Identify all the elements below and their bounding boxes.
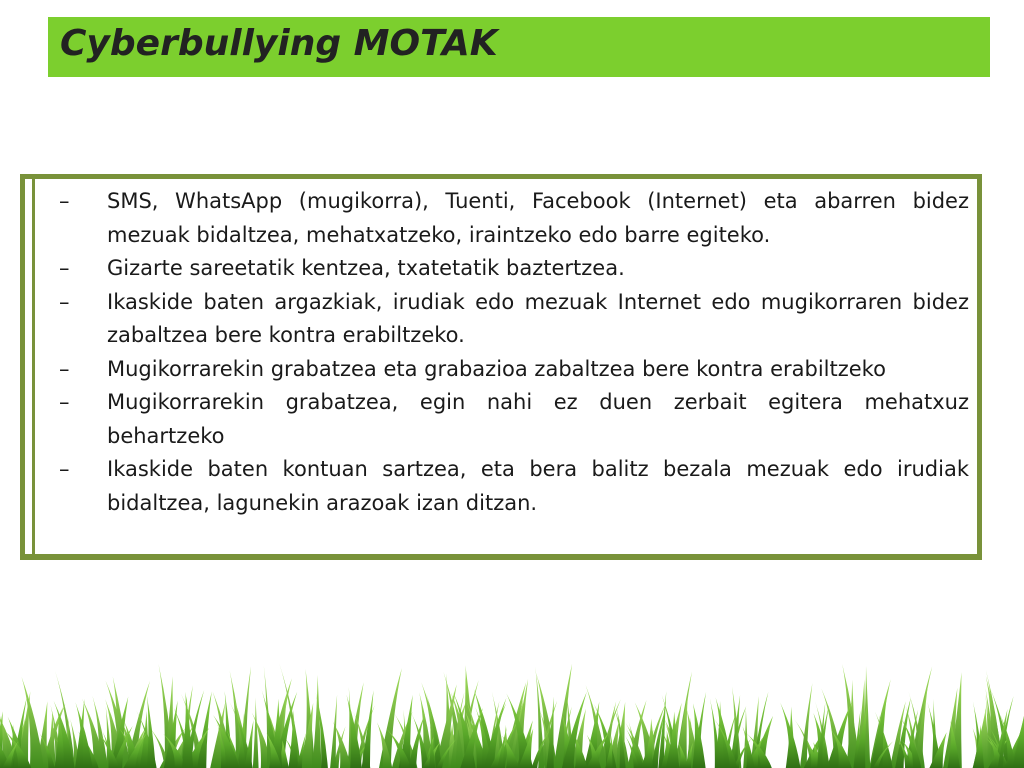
bullet-dash: – (59, 189, 70, 213)
list-item (59, 353, 969, 387)
title-bar (48, 17, 990, 77)
list-item (59, 185, 969, 252)
content-box (20, 174, 982, 560)
list-item (59, 286, 969, 353)
bullet-dash: – (59, 256, 70, 280)
list-item (59, 453, 969, 520)
bullet-dash: – (59, 390, 70, 414)
bullet-list (59, 185, 969, 520)
bullet-text: Mugikorrarekin grabatzea eta grabazioa zabaltzea bere kontra erabiltzeko (107, 356, 886, 381)
bullet-dash: – (59, 457, 70, 481)
bullet-text: Ikaskide baten argazkiak, irudiak edo mezuak Internet edo mugikorraren bidez zabaltzea bere kontra erabiltzeko. (107, 289, 969, 347)
grass-blade (253, 697, 259, 768)
grass-blade (692, 703, 705, 768)
slide-title: Cyberbullying MOTAK (60, 23, 498, 64)
list-item (59, 386, 969, 453)
bullet-text: Gizarte sareetatik kentzea, txatetatik baztertzea. (107, 256, 625, 280)
bullet-text: SMS, WhatsApp (mugikorra), Tuenti, Facebook (Internet) eta abarren bidez mezuak bidaltzea, mehatxatzeko, iraintzeko edo barre egiteko. (107, 189, 969, 247)
grass-blade (362, 690, 374, 768)
bullet-dash: – (59, 289, 70, 314)
grass-decoration (0, 638, 1024, 768)
grass-blade (147, 695, 156, 768)
content-box-inner-line (32, 179, 35, 554)
grass-blade (786, 707, 796, 768)
bullet-text: Mugikorrarekin grabatzea, egin nahi ez duen zerbait egitera mehatxuz behartzeko (107, 390, 969, 448)
bullet-text: Ikaskide baten kontuan sartzea, eta bera balitz bezala mezuak edo irudiak bidaltzea, lagunekin arazoak izan ditzan. (107, 457, 969, 515)
list-item (59, 252, 969, 286)
bullet-dash: – (59, 356, 70, 381)
